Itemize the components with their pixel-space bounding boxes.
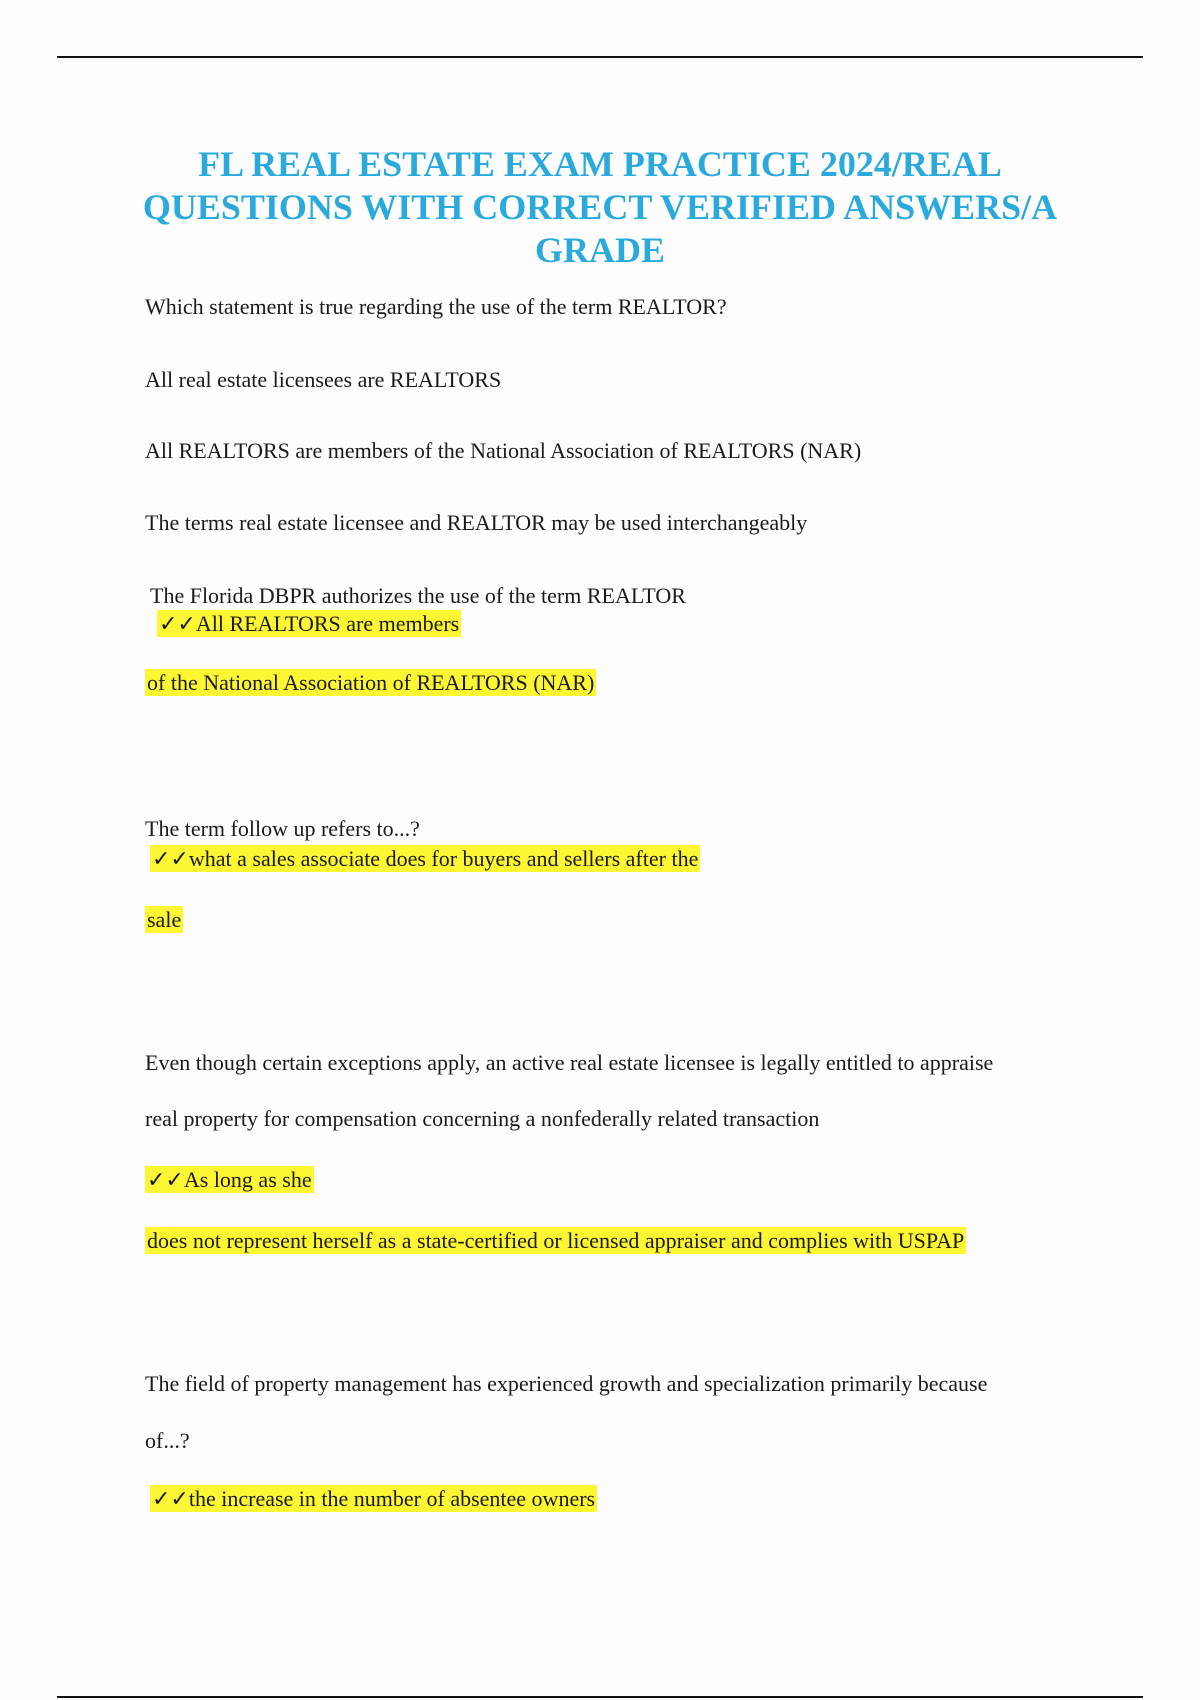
q1-option-2: All REALTORS are members of the National Association of REALTORS (NAR) — [145, 438, 862, 463]
answer-highlight: ✓✓what a sales associate does for buyers and sellers after the — [152, 846, 699, 871]
title-line-1: FL REAL ESTATE EXAM PRACTICE 2024/REAL — [198, 144, 1002, 184]
answer-highlight: does not represent herself as a state-certified or licensed appraiser and complies with USPAP — [147, 1228, 965, 1253]
answer-highlight: ✓✓All REALTORS are members — [159, 611, 460, 636]
answer-highlight: sale — [147, 907, 182, 932]
q1-option-4: The Florida DBPR authorizes the use of the term REALTOR — [150, 583, 686, 608]
q1-option-3: The terms real estate licensee and REALTOR may be used interchangeably — [145, 510, 808, 535]
q2-answer-line-2 — [145, 906, 183, 934]
q3-answer-line-1 — [145, 1166, 314, 1194]
q1-option-1: All real estate licensees are REALTORS — [145, 367, 502, 392]
answer-highlight: ✓✓As long as she — [147, 1167, 312, 1192]
q1-question: Which statement is true regarding the use of the term REALTOR? — [145, 294, 727, 319]
title-line-2: QUESTIONS WITH CORRECT VERIFIED ANSWERS/A — [142, 187, 1058, 227]
q1-answer-line-2 — [145, 669, 596, 697]
q4-question-line-2: of...? — [145, 1428, 190, 1453]
q4-question-line-1: The field of property management has experienced growth and specialization primarily because — [145, 1371, 988, 1396]
answer-highlight: ✓✓the increase in the number of absentee owners — [152, 1486, 596, 1511]
answer-highlight: of the National Association of REALTORS (NAR) — [147, 670, 595, 695]
q1-answer-line-1 — [157, 610, 461, 638]
q2-answer-line-1 — [150, 845, 700, 873]
q4-answer-line-1 — [150, 1485, 597, 1513]
q2-question: The term follow up refers to...? — [145, 816, 420, 841]
bottom-rule — [57, 1696, 1143, 1698]
q3-answer-line-2 — [145, 1227, 966, 1255]
document-title — [100, 143, 1100, 272]
q3-question-line-1: Even though certain exceptions apply, an active real estate licensee is legally entitled to appraise — [145, 1050, 994, 1075]
title-line-3: GRADE — [534, 230, 665, 270]
top-rule — [57, 56, 1143, 58]
q3-question-line-2: real property for compensation concerning a nonfederally related transaction — [145, 1106, 820, 1131]
